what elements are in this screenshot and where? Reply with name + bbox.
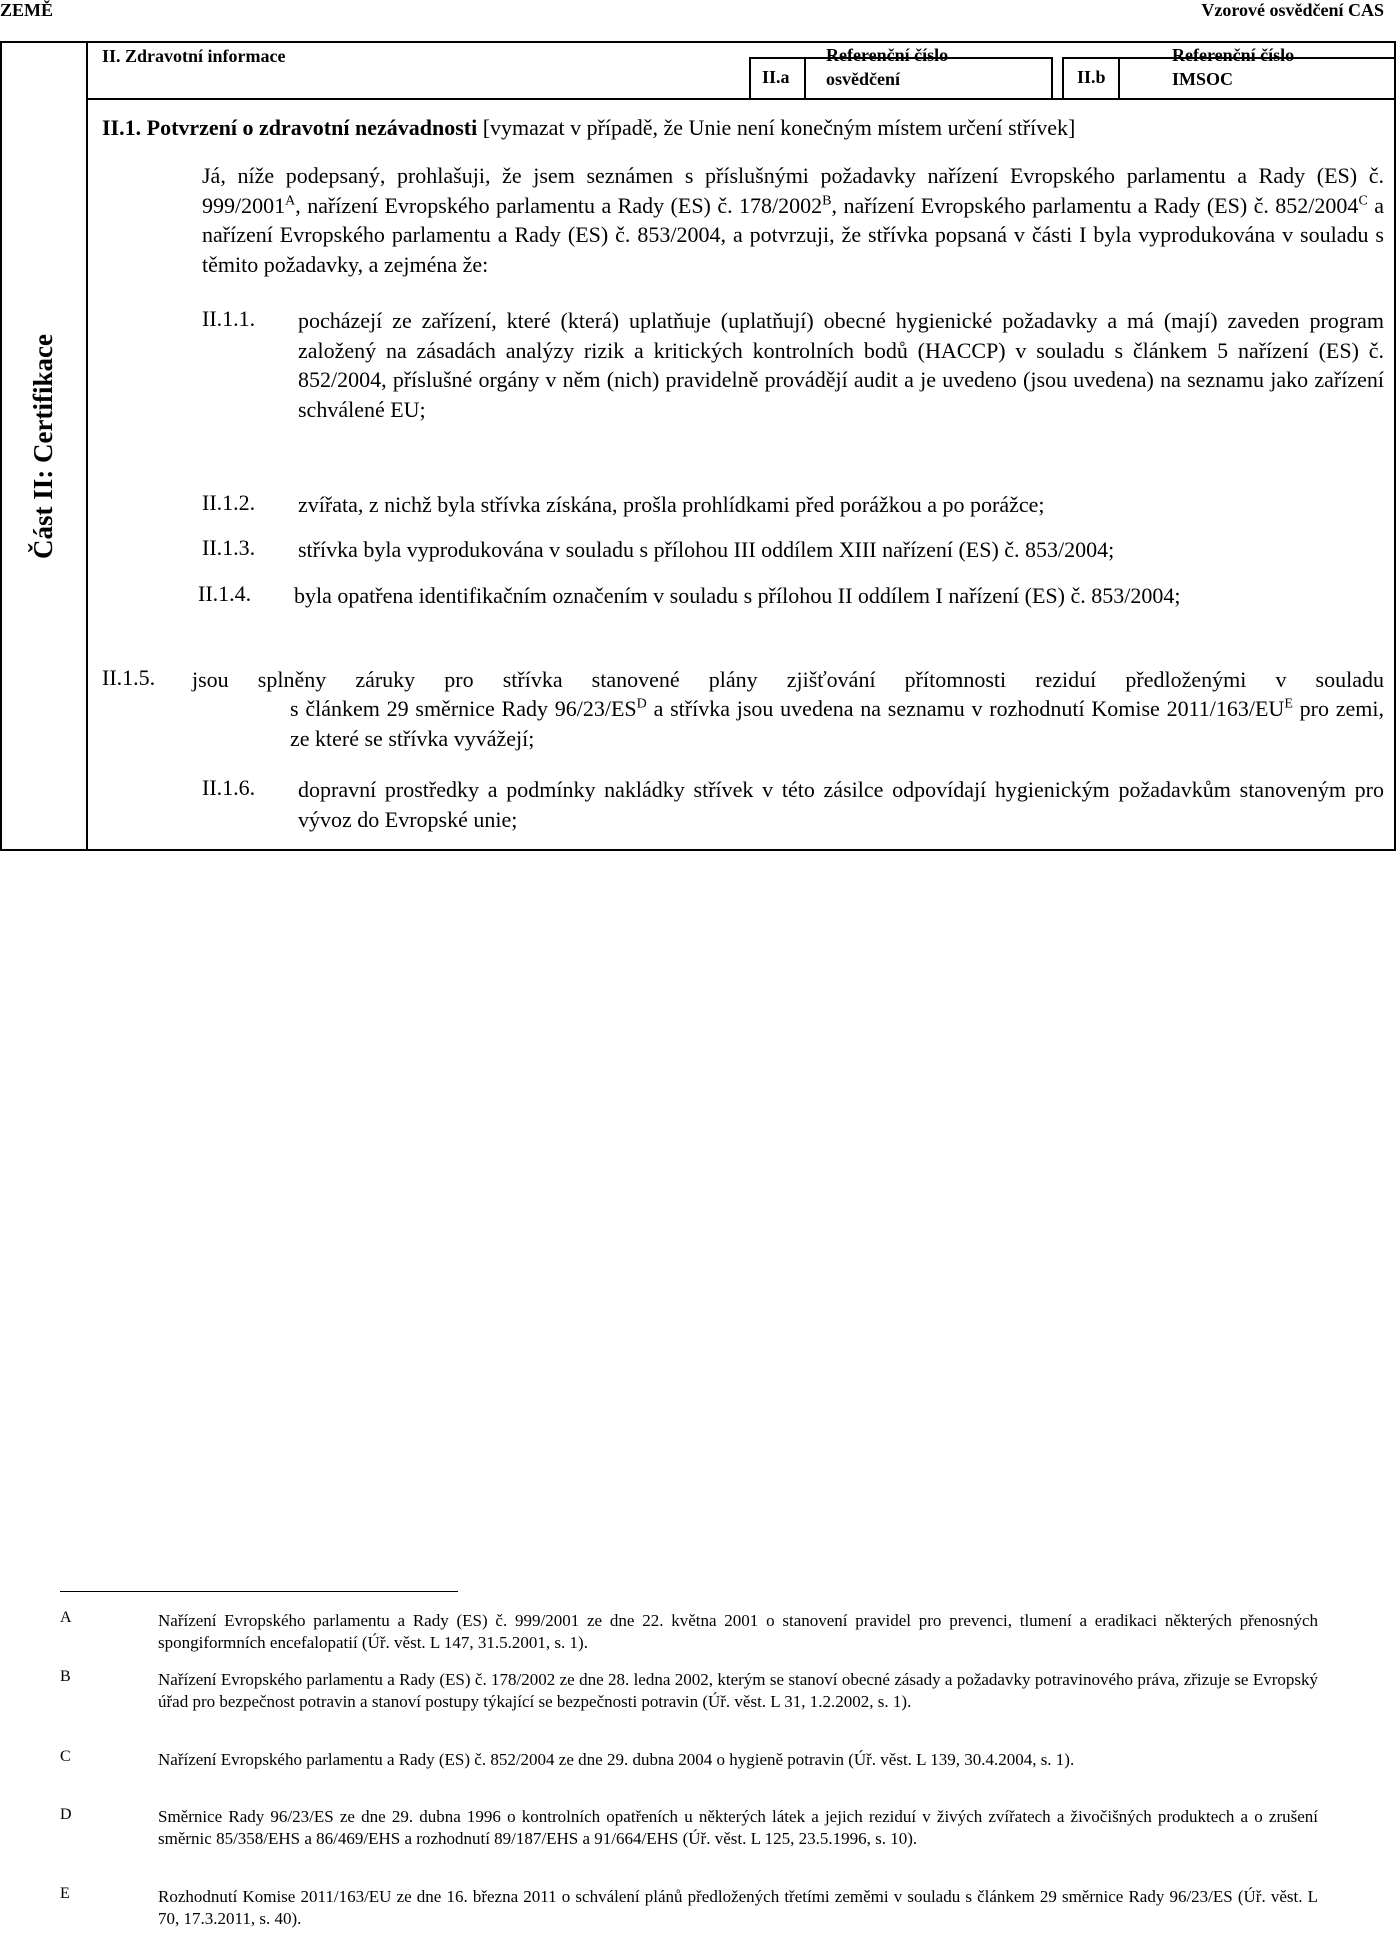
- ref-a-label: [826, 45, 948, 90]
- intro-text-4: a nařízení Evropského parlamentu a Rady (ES) č. 853/2004, a potvrzuji, že střívka popsaná v části I byla vyprodukována v souladu s těmito požadavky, a zejména že:: [202, 192, 1384, 277]
- ref-a-number: II.a: [762, 67, 790, 87]
- item-text-part: a střívka jsou uvedena na seznamu v rozhodnutí Komise 2011/163/EU: [646, 696, 1285, 721]
- item-text-part: pro zemi, ze které se střívka vyvážejí;: [290, 696, 1384, 751]
- section-heading: [102, 115, 1075, 141]
- item-number: II.1.4.: [198, 581, 252, 606]
- footnote-mark: D: [60, 1806, 72, 1823]
- item-text: pocházejí ze zařízení, které (která) uplatňuje (uplatňují) obecné hygienické požadavky a má (mají) zaveden program založený na zásadách analýzy rizik a kritických kontrolních bodů (HACCP) v souladu s článkem 5 nařízení (ES) č. 852/2004, příslušné orgány v něm (nich) pravidelně provádějí audit a je uvedeno (jsou uvedena) na seznamu jako zařízení schválené EU;: [298, 308, 1384, 422]
- intro-text-1: Já, níže podepsaný, prohlašuji, že jsem seznámen s příslušnými požadavky nařízení Evropského parlamentu a Rady (ES) č. 999/2001: [202, 163, 1384, 218]
- ref-a-label-line-2: osvědčení: [826, 69, 900, 89]
- footnote-mark: E: [60, 1885, 70, 1902]
- ref-b-label: [1172, 45, 1294, 90]
- footnote-text: Nařízení Evropského parlamentu a Rady (ES) č. 852/2004 ze dne 29. dubna 2004 o hygieně potravin (Úř. věst. L 139, 30.4.2004, s. 1).: [158, 1750, 1075, 1769]
- footnote-ref-a: A: [285, 193, 296, 209]
- section-number: II.1.: [102, 115, 142, 140]
- footnote-text: Nařízení Evropského parlamentu a Rady (ES) č. 999/2001 ze dne 22. května 2001 o stanovení pravidel pro prevenci, tlumení a eradikaci některých přenosných spongiformních encefalopatií (Úř. věst. L 147, 31.5.2001, s. 1).: [158, 1611, 1318, 1652]
- item-text: zvířata, z nichž byla střívka získána, prošla prohlídkami před porážkou a po porážce;: [298, 492, 1045, 517]
- footnote-mark: B: [60, 1668, 71, 1685]
- side-label: [0, 41, 86, 851]
- section-note: [vymazat v případě, že Unie není konečným místem určení střívek]: [482, 115, 1076, 140]
- footnote-mark: C: [60, 1748, 71, 1765]
- intro-text-3: , nařízení Evropského parlamentu a Rady (ES) č. 852/2004: [831, 192, 1359, 218]
- section-title: Potvrzení o zdravotní nezávadnosti: [146, 115, 478, 140]
- ref-a-label-line-1: Referenční číslo: [826, 45, 949, 65]
- item-text: byla opatřena identifikačním označením v souladu s přílohou II oddílem I nařízení (ES) č. 853/2004;: [294, 583, 1181, 608]
- item-number: II.1.2.: [202, 490, 256, 515]
- item-number: II.1.5.: [102, 665, 156, 690]
- item-text-continuation: [290, 694, 1384, 753]
- item-number: II.1.6.: [202, 775, 256, 800]
- intro-text-2: , nařízení Evropského parlamentu a Rady (ES) č. 178/2002: [295, 192, 823, 218]
- certificate-model-label: Vzorové osvědčení CAS: [1201, 0, 1384, 20]
- part-title: II. Zdravotní informace: [102, 46, 286, 66]
- header-rule: [88, 98, 1396, 100]
- item-number: II.1.1.: [202, 306, 256, 331]
- item-number: II.1.3.: [202, 535, 256, 560]
- footnote-text: Směrnice Rady 96/23/ES ze dne 29. dubna 1996 o kontrolních opatřeních u některých látek a jejich reziduí v živých zvířatech a živočišných produktech a o zrušení směrnic 85/358/EHS a 86/469/EHS a rozhodnutí 89/187/EHS a 91/664/EHS (Úř. věst. L 125, 23.5.1996, s. 10).: [158, 1807, 1318, 1848]
- item-text-part: s článkem 29 směrnice Rady 96/23/ES: [290, 696, 637, 721]
- footnote-ref-b: B: [822, 193, 832, 209]
- footnote-text: Nařízení Evropského parlamentu a Rady (ES) č. 178/2002 ze dne 28. ledna 2002, kterým se stanoví obecné zásady a požadavky potravinového práva, zřizuje se Evropský úřad pro bezpečnost potravin a stanoví postupy týkající se bezpečnosti potravin (Úř. věst. L 31, 1.2.2002, s. 1).: [158, 1670, 1318, 1711]
- country-label: ZEMĚ: [0, 0, 54, 20]
- footnote-separator: [60, 1591, 458, 1592]
- ref-b-label-line-2: IMSOC: [1172, 69, 1234, 89]
- ref-b-number: II.b: [1077, 67, 1106, 87]
- footnote-ref-e: E: [1284, 696, 1293, 712]
- intro-paragraph: [202, 161, 1384, 279]
- footnote-ref-d: D: [636, 696, 647, 712]
- footnote-ref-c: C: [1358, 193, 1368, 209]
- frame-divider: [86, 41, 88, 851]
- item-text: dopravní prostředky a podmínky nakládky střívek v této zásilce odpovídají hygienickým požadavkům stanoveným pro vývoz do Evropské unie;: [298, 777, 1384, 832]
- footnote-mark: A: [60, 1609, 72, 1626]
- item-text: střívka byla vyprodukována v souladu s přílohou III oddílem XIII nařízení (ES) č. 853/2004;: [298, 537, 1115, 562]
- ref-b-label-line-1: Referenční číslo: [1172, 45, 1295, 65]
- side-label-text: Část II: Certifikace: [27, 333, 58, 559]
- footnote-text: Rozhodnutí Komise 2011/163/EU ze dne 16. března 2011 o schválení plánů předložených třetími zeměmi v souladu s článkem 29 směrnice Rady 96/23/ES (Úř. věst. L 70, 17.3.2011, s. 40).: [158, 1887, 1318, 1928]
- item-text-first-line: jsou splněny záruky pro střívka stanovené plány zjišťování přítomnosti reziduí předloženými v souladu: [192, 667, 1384, 692]
